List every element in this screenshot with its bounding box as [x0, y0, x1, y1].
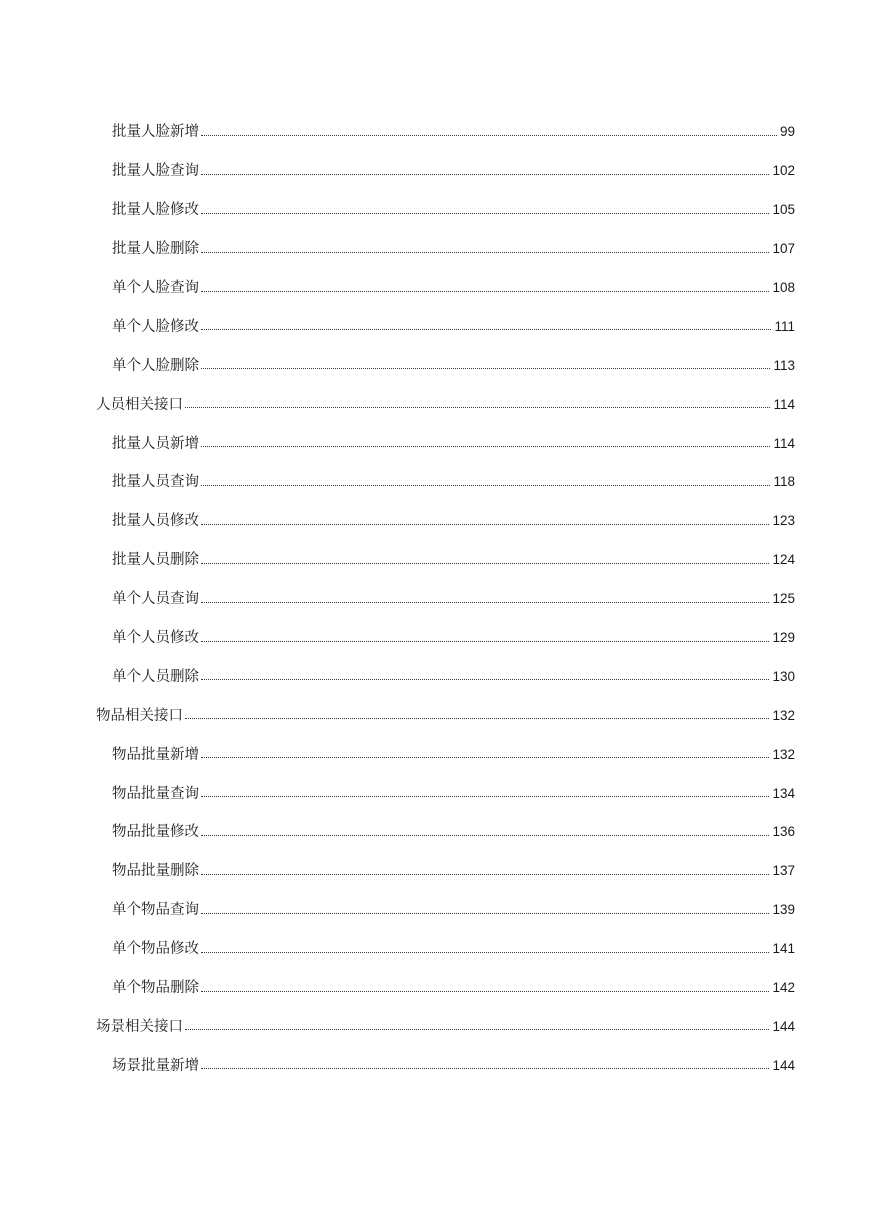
toc-dot-leader — [201, 757, 769, 758]
toc-page-number: 113 — [773, 357, 795, 373]
toc-subsection-entry[interactable] — [0, 191, 870, 230]
toc-subsection-entry[interactable] — [0, 346, 870, 385]
toc-subsection-entry[interactable] — [0, 152, 870, 191]
toc-page-number: 132 — [772, 707, 795, 723]
toc-dot-leader — [201, 446, 770, 447]
toc-subsection-entry[interactable] — [0, 463, 870, 502]
toc-entry-label: 场景相关接口 — [96, 1018, 183, 1035]
toc-page-number: 134 — [772, 785, 795, 801]
toc-page-number: 118 — [773, 474, 795, 490]
toc-dot-leader — [201, 796, 769, 797]
toc-dot-leader — [201, 174, 769, 175]
toc-dot-leader — [185, 1029, 769, 1030]
toc-subsection-entry[interactable] — [0, 619, 870, 658]
toc-subsection-entry[interactable] — [0, 307, 870, 346]
toc-subsection-entry[interactable] — [0, 502, 870, 541]
toc-page-number: 132 — [772, 746, 795, 762]
toc-dot-leader — [185, 407, 770, 408]
toc-page-number: 111 — [774, 318, 795, 334]
toc-entry-label: 单个人员删除 — [112, 668, 199, 685]
toc-dot-leader — [201, 835, 769, 836]
toc-dot-leader — [201, 679, 769, 680]
toc-page-number: 129 — [772, 630, 795, 646]
toc-entry-label: 物品相关接口 — [96, 707, 183, 724]
toc-entry-label: 单个人员查询 — [112, 591, 199, 608]
toc-subsection-entry[interactable] — [0, 269, 870, 308]
toc-subsection-entry[interactable] — [0, 852, 870, 891]
toc-dot-leader — [201, 291, 769, 292]
toc-dot-leader — [201, 524, 769, 525]
toc-entry-label: 单个物品查询 — [112, 902, 199, 919]
toc-dot-leader — [201, 991, 769, 992]
toc-entry-label: 批量人员删除 — [112, 552, 199, 569]
toc-section-entry[interactable] — [0, 385, 870, 424]
toc-subsection-entry[interactable] — [0, 813, 870, 852]
toc-subsection-entry[interactable] — [0, 1046, 870, 1085]
toc-subsection-entry[interactable] — [0, 774, 870, 813]
toc-page-number: 130 — [772, 668, 795, 684]
toc-subsection-entry[interactable] — [0, 580, 870, 619]
toc-entry-label: 物品批量查询 — [112, 785, 199, 802]
toc-dot-leader — [201, 913, 769, 914]
toc-page-number: 123 — [772, 513, 795, 529]
toc-entry-label: 批量人脸查询 — [112, 163, 199, 180]
toc-entry-label: 人员相关接口 — [96, 396, 183, 413]
toc-page-number: 124 — [772, 552, 795, 568]
toc-dot-leader — [201, 213, 769, 214]
toc-entry-label: 单个人脸修改 — [112, 318, 199, 335]
toc-dot-leader — [201, 329, 771, 330]
toc-dot-leader — [201, 874, 769, 875]
toc-page-number: 108 — [772, 280, 795, 295]
toc-dot-leader — [185, 718, 769, 719]
toc-subsection-entry[interactable] — [0, 541, 870, 580]
table-of-contents — [0, 113, 870, 1085]
toc-page-number: 114 — [773, 435, 795, 451]
toc-page-number: 114 — [773, 396, 795, 412]
toc-dot-leader — [201, 602, 769, 603]
toc-entry-label: 批量人脸删除 — [112, 241, 199, 258]
toc-page-number: 137 — [772, 863, 795, 879]
toc-entry-label: 单个人脸删除 — [112, 357, 199, 374]
toc-dot-leader — [201, 485, 770, 486]
toc-entry-label: 单个物品删除 — [112, 980, 199, 997]
toc-page-number: 141 — [772, 941, 795, 957]
toc-entry-label: 单个人员修改 — [112, 630, 199, 647]
toc-entry-label: 单个物品修改 — [112, 941, 199, 958]
toc-page-number: 139 — [772, 902, 795, 918]
toc-entry-label: 单个人脸查询 — [112, 280, 199, 296]
toc-dot-leader — [201, 641, 769, 642]
toc-section-entry[interactable] — [0, 1007, 870, 1046]
toc-page-number: 107 — [772, 241, 795, 257]
toc-subsection-entry[interactable] — [0, 113, 870, 152]
toc-subsection-entry[interactable] — [0, 657, 870, 696]
toc-subsection-entry[interactable] — [0, 930, 870, 969]
toc-dot-leader — [201, 252, 769, 253]
toc-subsection-entry[interactable] — [0, 230, 870, 269]
toc-subsection-entry[interactable] — [0, 891, 870, 930]
toc-subsection-entry[interactable] — [0, 735, 870, 774]
toc-dot-leader — [201, 1068, 769, 1069]
toc-entry-label: 物品批量修改 — [112, 824, 199, 841]
toc-dot-leader — [201, 952, 769, 953]
toc-dot-leader — [201, 135, 777, 136]
toc-dot-leader — [201, 563, 769, 564]
toc-entry-label: 批量人员修改 — [112, 513, 199, 530]
toc-entry-label: 批量人脸修改 — [112, 202, 199, 219]
toc-entry-label: 批量人员新增 — [112, 435, 199, 452]
toc-entry-label: 物品批量新增 — [112, 746, 199, 763]
toc-page-number: 105 — [772, 202, 795, 218]
toc-subsection-entry[interactable] — [0, 424, 870, 463]
toc-page-number: 99 — [779, 124, 795, 140]
toc-page-number: 142 — [772, 980, 795, 996]
toc-page-number: 136 — [772, 824, 795, 840]
toc-entry-label: 场景批量新增 — [112, 1057, 199, 1074]
toc-page-number: 125 — [772, 591, 795, 607]
toc-section-entry[interactable] — [0, 696, 870, 735]
toc-page-number: 144 — [772, 1018, 795, 1034]
toc-entry-label: 批量人员查询 — [112, 474, 199, 491]
toc-dot-leader — [201, 368, 770, 369]
toc-page-number: 144 — [772, 1057, 795, 1073]
toc-page-number: 102 — [772, 163, 795, 179]
toc-subsection-entry[interactable] — [0, 969, 870, 1008]
toc-entry-label: 批量人脸新增 — [112, 124, 199, 141]
toc-entry-label: 物品批量删除 — [112, 863, 199, 880]
